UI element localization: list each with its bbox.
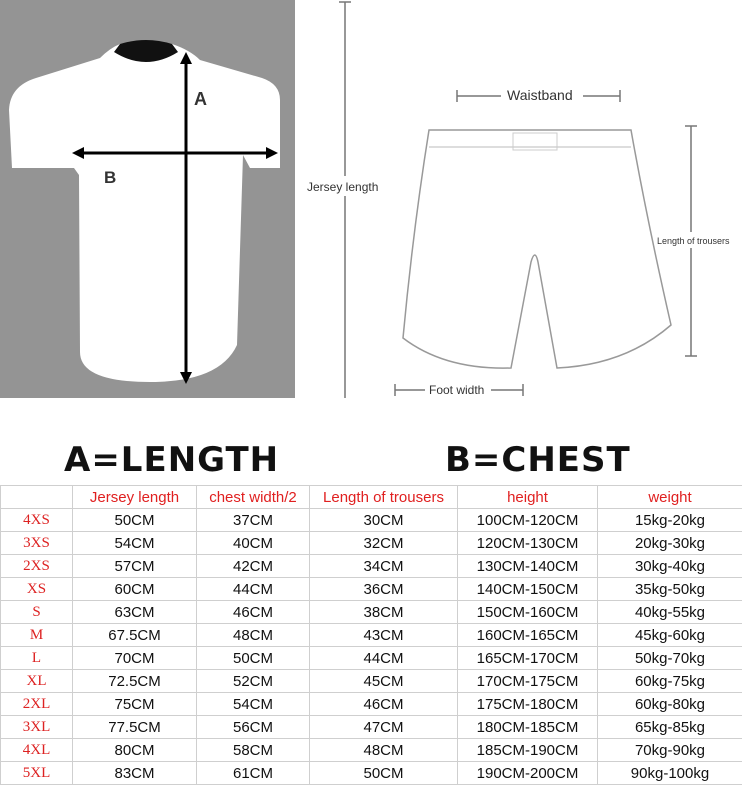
table-cell: 72.5CM (73, 670, 197, 693)
foot-width-label: Foot width (429, 383, 485, 397)
size-rows (1, 509, 742, 785)
table-cell: 67.5CM (73, 624, 197, 647)
table-cell: 48CM (310, 739, 458, 762)
size-label: 4XL (1, 739, 73, 762)
size-label: 3XS (1, 532, 73, 555)
table-cell: 45kg-60kg (598, 624, 742, 647)
size-chart-table (0, 485, 742, 785)
table-cell: 52CM (197, 670, 310, 693)
size-label: 2XL (1, 693, 73, 716)
label-b: B (104, 168, 117, 187)
table-cell: 120CM-130CM (458, 532, 598, 555)
table-row (1, 647, 742, 670)
table-cell: 180CM-185CM (458, 716, 598, 739)
table-row (1, 693, 742, 716)
table-cell: 80CM (73, 739, 197, 762)
jersey-diagram (0, 0, 295, 398)
table-cell: 30kg-40kg (598, 555, 742, 578)
size-label: 5XL (1, 762, 73, 785)
table-cell: 65kg-85kg (598, 716, 742, 739)
table-header-row (1, 486, 742, 509)
table-cell: 170CM-175CM (458, 670, 598, 693)
table-cell: 15kg-20kg (598, 509, 742, 532)
table-cell: 100CM-120CM (458, 509, 598, 532)
table-row (1, 716, 742, 739)
table-cell: 150CM-160CM (458, 601, 598, 624)
shorts-illustration (295, 0, 742, 398)
table-cell: 50CM (310, 762, 458, 785)
table-cell: 30CM (310, 509, 458, 532)
table-cell: 32CM (310, 532, 458, 555)
size-label: 4XS (1, 509, 73, 532)
jersey-shape (9, 44, 280, 382)
table-cell: 20kg-30kg (598, 532, 742, 555)
table-row (1, 509, 742, 532)
size-label: L (1, 647, 73, 670)
table-cell: 38CM (310, 601, 458, 624)
size-label: M (1, 624, 73, 647)
table-cell: 60CM (73, 578, 197, 601)
size-label: 2XS (1, 555, 73, 578)
table-cell: 83CM (73, 762, 197, 785)
table-cell: 61CM (197, 762, 310, 785)
table-cell: 190CM-200CM (458, 762, 598, 785)
header-weight: weight (598, 486, 742, 509)
table-cell: 54CM (197, 693, 310, 716)
table-cell: 185CM-190CM (458, 739, 598, 762)
jersey-illustration (0, 0, 295, 398)
shorts-shape (403, 130, 671, 368)
shorts-diagram (295, 0, 742, 398)
table-cell: 46CM (197, 601, 310, 624)
size-label: S (1, 601, 73, 624)
table-row (1, 578, 742, 601)
table-cell: 50kg-70kg (598, 647, 742, 670)
table-cell: 48CM (197, 624, 310, 647)
table-cell: 90kg-100kg (598, 762, 742, 785)
table-cell: 130CM-140CM (458, 555, 598, 578)
table-cell: 40CM (197, 532, 310, 555)
table-cell: 50CM (73, 509, 197, 532)
table-cell: 54CM (73, 532, 197, 555)
table-cell: 60kg-80kg (598, 693, 742, 716)
table-cell: 36CM (310, 578, 458, 601)
table-cell: 57CM (73, 555, 197, 578)
table-row (1, 601, 742, 624)
table-cell: 70kg-90kg (598, 739, 742, 762)
table-cell: 44CM (197, 578, 310, 601)
header-height: height (458, 486, 598, 509)
table-cell: 44CM (310, 647, 458, 670)
trousers-length-label: Length of trousers (657, 236, 730, 246)
table-cell: 50CM (197, 647, 310, 670)
jersey-length-label: Jersey length (307, 180, 379, 194)
table-cell: 46CM (310, 693, 458, 716)
table-cell: 70CM (73, 647, 197, 670)
table-cell: 37CM (197, 509, 310, 532)
table-cell: 58CM (197, 739, 310, 762)
table-cell: 140CM-150CM (458, 578, 598, 601)
table-cell: 43CM (310, 624, 458, 647)
header-jersey-length: Jersey length (73, 486, 197, 509)
table-cell: 35kg-50kg (598, 578, 742, 601)
header-trousers-length: Length of trousers (310, 486, 458, 509)
table-row (1, 532, 742, 555)
size-label: XS (1, 578, 73, 601)
table-row (1, 624, 742, 647)
table-cell: 45CM (310, 670, 458, 693)
table-row (1, 739, 742, 762)
table-cell: 47CM (310, 716, 458, 739)
label-a: A (194, 89, 207, 109)
table-cell: 175CM-180CM (458, 693, 598, 716)
table-cell: 77.5CM (73, 716, 197, 739)
table-row (1, 762, 742, 785)
header-chest-width: chest width/2 (197, 486, 310, 509)
size-label: XL (1, 670, 73, 693)
header-size (1, 486, 73, 509)
table-row (1, 555, 742, 578)
table-row (1, 670, 742, 693)
table-cell: 40kg-55kg (598, 601, 742, 624)
size-label: 3XL (1, 716, 73, 739)
table-cell: 56CM (197, 716, 310, 739)
table-cell: 42CM (197, 555, 310, 578)
table-cell: 34CM (310, 555, 458, 578)
table-cell: 75CM (73, 693, 197, 716)
length-headline: A=LENGTH (64, 440, 280, 480)
chest-headline: B=CHEST (445, 440, 631, 480)
waistband-label: Waistband (507, 87, 573, 103)
table-cell: 63CM (73, 601, 197, 624)
table-cell: 165CM-170CM (458, 647, 598, 670)
table-cell: 60kg-75kg (598, 670, 742, 693)
table-cell: 160CM-165CM (458, 624, 598, 647)
